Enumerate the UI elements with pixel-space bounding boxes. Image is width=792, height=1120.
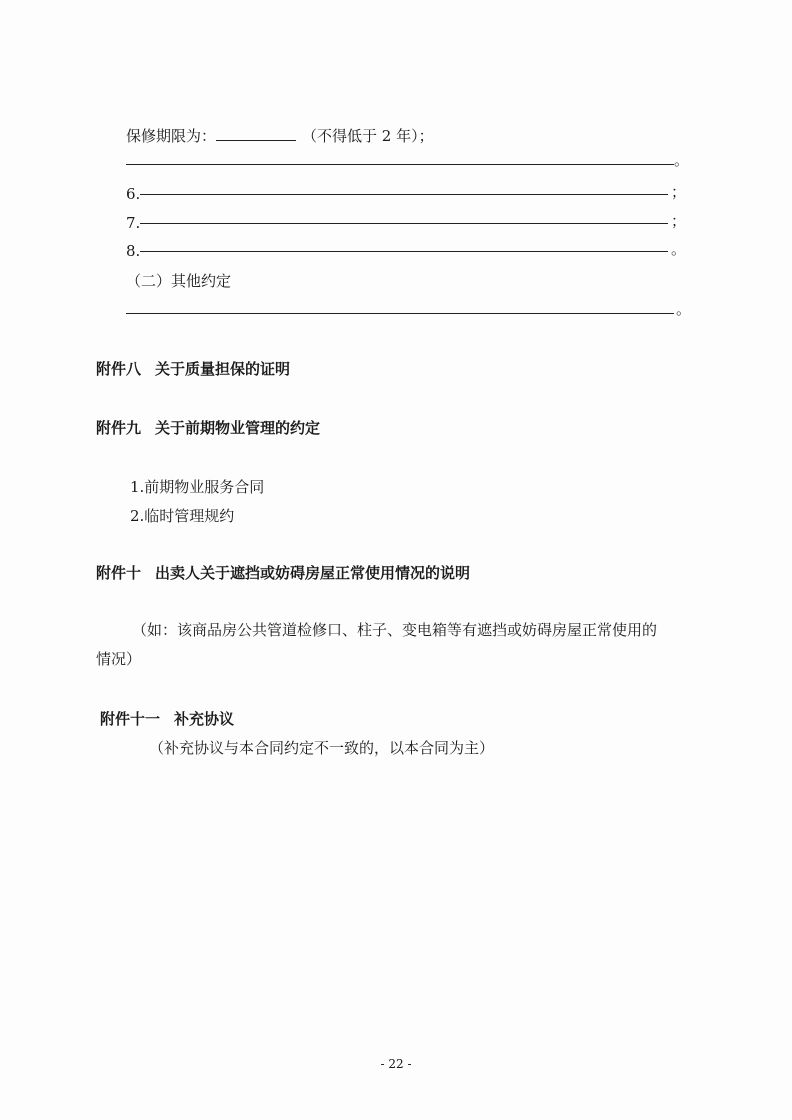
annex-10-note-line-1: （如：该商品房公共管道检修口、柱子、变电箱等有遮挡或妨碍房屋正常使用的 bbox=[132, 621, 658, 639]
item-8-end: 。 bbox=[671, 240, 687, 258]
annex-11-heading bbox=[100, 709, 234, 729]
warranty-label: 保修期限为： bbox=[126, 127, 217, 145]
item-7-blank bbox=[140, 223, 668, 224]
item-8-blank bbox=[140, 251, 668, 252]
annex-10-heading bbox=[96, 563, 470, 583]
annex-8-heading bbox=[96, 359, 290, 379]
annex-8-number: 附件八 bbox=[96, 360, 142, 378]
other-agreement-blank bbox=[126, 313, 674, 314]
warranty-blank bbox=[216, 126, 296, 141]
warranty-note: （不得低于 2 年）； bbox=[302, 127, 434, 145]
annex-9-sub-item: 2.临时管理规约 bbox=[130, 507, 235, 525]
annex-9-heading bbox=[96, 418, 320, 438]
item-6-blank bbox=[140, 194, 668, 195]
item-7-number: 7. bbox=[126, 214, 141, 232]
annex-11-title: 补充协议 bbox=[174, 710, 235, 728]
warranty-fill-end: 。 bbox=[674, 151, 690, 169]
warranty-line bbox=[126, 126, 434, 146]
item-6-number: 6. bbox=[126, 185, 141, 203]
annex-10-note-line-2: 情况） bbox=[96, 650, 142, 668]
annex-9-number: 附件九 bbox=[96, 419, 142, 437]
other-agreement-label: （二）其他约定 bbox=[126, 272, 232, 290]
annex-8-title: 关于质量担保的证明 bbox=[155, 360, 291, 378]
annex-10-number: 附件十 bbox=[96, 564, 142, 582]
annex-10-title: 出卖人关于遮挡或妨碍房屋正常使用情况的说明 bbox=[155, 564, 471, 582]
annex-9-title: 关于前期物业管理的约定 bbox=[155, 419, 321, 437]
annex-11-number: 附件十一 bbox=[100, 710, 161, 728]
page-number: - 22 - bbox=[380, 1057, 412, 1071]
warranty-fill-line bbox=[126, 164, 674, 165]
item-8-number: 8. bbox=[126, 242, 141, 260]
annex-11-note: （补充协议与本合同约定不一致的，以本合同为主） bbox=[149, 739, 495, 757]
other-agreement-end: 。 bbox=[676, 300, 692, 318]
item-6-end: ； bbox=[671, 183, 687, 201]
item-7-end: ； bbox=[671, 212, 687, 230]
annex-9-sub-item: 1.前期物业服务合同 bbox=[130, 478, 265, 496]
